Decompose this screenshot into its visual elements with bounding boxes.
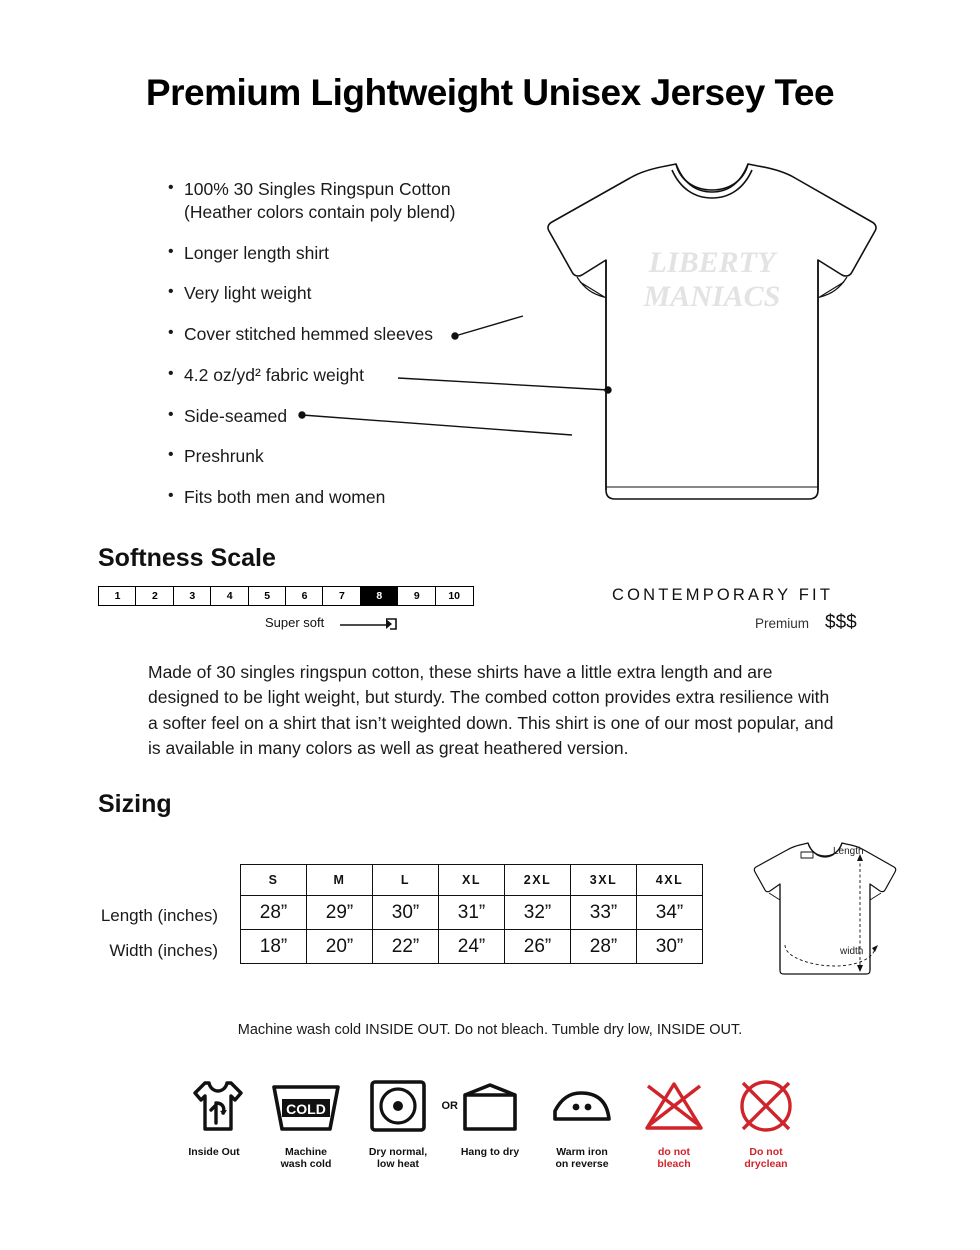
- care-caption: Dry normal, low heat: [368, 1146, 428, 1171]
- price-indicator: $$$: [825, 612, 857, 633]
- cell-length-2xl: 32”: [505, 896, 571, 930]
- care-item-do-not-bleach: [630, 1072, 718, 1170]
- svg-text:MANIACS: MANIACS: [643, 280, 781, 313]
- scale-cell-4: 4: [210, 586, 249, 606]
- care-caption: Machine wash cold: [280, 1146, 332, 1171]
- bullet-icon: •: [168, 179, 174, 196]
- feature-text: Fits both men and women: [184, 487, 386, 507]
- page-title: Premium Lightweight Unisex Jersey Tee: [145, 72, 835, 113]
- table-header-row: [241, 865, 703, 896]
- softness-scale: [98, 586, 472, 606]
- machine-wash-cold-icon: [262, 1072, 350, 1140]
- feature-text: 4.2 oz/yd² fabric weight: [184, 364, 364, 385]
- cell-length-4xl: 34”: [637, 896, 703, 930]
- cell-width-xl: 24”: [439, 930, 505, 964]
- list-item: [168, 323, 498, 346]
- cell-length-l: 30”: [373, 896, 439, 930]
- col-s: S: [241, 865, 307, 896]
- scale-cell-2: 2: [135, 586, 174, 606]
- scale-cell-10: 10: [435, 586, 474, 606]
- row-label-length: Length (inches): [100, 906, 218, 925]
- table-row: [241, 930, 703, 964]
- cell-length-m: 29”: [307, 896, 373, 930]
- dry-normal-low-heat-icon: [354, 1072, 442, 1140]
- care-item-inside-out: [170, 1072, 258, 1170]
- scale-cell-7: 7: [322, 586, 361, 606]
- cell-width-4xl: 30”: [637, 930, 703, 964]
- row-label-width: Width (inches): [109, 941, 218, 960]
- bullet-icon: •: [168, 283, 174, 301]
- inside-out-icon: [170, 1072, 258, 1140]
- cell-width-l: 22”: [373, 930, 439, 964]
- list-item: [168, 282, 498, 305]
- feature-text: Side-seamed: [184, 405, 288, 426]
- care-caption: Inside Out: [188, 1146, 240, 1158]
- size-table: [240, 864, 703, 964]
- list-item: [168, 242, 498, 265]
- care-caption: Hang to dry: [460, 1146, 520, 1158]
- scale-cell-8-selected: 8: [360, 586, 399, 606]
- measurement-diagram: [735, 840, 905, 990]
- list-item: [168, 364, 498, 387]
- bullet-icon: •: [168, 487, 174, 504]
- do-not-dryclean-icon: [722, 1072, 810, 1140]
- care-caption: do not bleach: [657, 1146, 691, 1171]
- fit-label: CONTEMPORARY FIT: [612, 586, 834, 604]
- col-4xl: 4XL: [637, 865, 703, 896]
- cell-length-s: 28”: [241, 896, 307, 930]
- softness-heading: Softness Scale: [98, 544, 276, 572]
- or-label: OR: [441, 1100, 458, 1112]
- cell-width-s: 18”: [241, 930, 307, 964]
- bullet-icon: •: [168, 364, 174, 382]
- care-item-machine-wash-cold: [262, 1072, 350, 1170]
- scale-cell-6: 6: [285, 586, 324, 606]
- col-xl: XL: [439, 865, 505, 896]
- care-instructions-text: Machine wash cold INSIDE OUT. Do not bleach. Tumble dry low, INSIDE OUT.: [237, 1022, 743, 1038]
- feature-text: Preshrunk: [184, 446, 264, 467]
- tshirt-illustration: [480, 160, 900, 560]
- feature-text: Very light weight: [184, 283, 312, 304]
- hang-to-dry-icon: [446, 1072, 534, 1140]
- list-item: [168, 178, 498, 224]
- bullet-icon: •: [168, 242, 174, 260]
- list-item: [168, 486, 498, 509]
- feature-list: [168, 178, 498, 527]
- care-caption: Do not dryclean: [744, 1146, 788, 1171]
- scale-cell-5: 5: [248, 586, 287, 606]
- list-item: [168, 405, 498, 428]
- col-2xl: 2XL: [505, 865, 571, 896]
- super-soft-arrow-icon: [340, 617, 402, 633]
- col-m: M: [307, 865, 373, 896]
- diagram-length-caption: Length: [833, 846, 864, 857]
- chest-logo: [643, 246, 781, 313]
- svg-text:LIBERTY: LIBERTY: [648, 246, 776, 279]
- cell-length-3xl: 33”: [571, 896, 637, 930]
- super-soft-label: Super soft: [265, 615, 325, 630]
- care-item-dry-normal-low-heat: [354, 1072, 458, 1171]
- warm-iron-icon: [538, 1072, 626, 1140]
- cell-width-2xl: 26”: [505, 930, 571, 964]
- do-not-bleach-icon: [630, 1072, 718, 1140]
- cell-width-3xl: 28”: [571, 930, 637, 964]
- premium-label: Premium: [755, 616, 810, 631]
- scale-cell-3: 3: [173, 586, 212, 606]
- care-item-warm-iron: [538, 1072, 626, 1170]
- list-item: [168, 445, 498, 468]
- svg-text:COLD: COLD: [286, 1101, 326, 1117]
- table-row: [241, 896, 703, 930]
- col-3xl: 3XL: [571, 865, 637, 896]
- feature-text: Cover stitched hemmed sleeves: [184, 324, 433, 344]
- care-item-hang-to-dry: [446, 1072, 534, 1170]
- care-icon-row: [170, 1072, 810, 1170]
- diagram-width-caption: width: [840, 946, 864, 957]
- cell-length-xl: 31”: [439, 896, 505, 930]
- feature-text: 100% 30 Singles Ringspun Cotton: [184, 179, 451, 199]
- size-row-labels: [88, 898, 218, 968]
- product-description: Made of 30 singles ringspun cotton, these shirts have a little extra length and are designed to be light weight, but sturdy. The combed cotton provides extra resilience with a softer feel on a shirt that isn’t weighted down. This shirt is one of our most popular, and is available in many colors as well as great heathered version.: [148, 662, 834, 759]
- care-caption: Warm iron on reverse: [555, 1146, 609, 1171]
- cell-width-m: 20”: [307, 930, 373, 964]
- care-item-do-not-dryclean: [722, 1072, 810, 1170]
- scale-cell-1: 1: [98, 586, 137, 606]
- bullet-icon: •: [168, 324, 174, 341]
- bullet-icon: •: [168, 405, 174, 423]
- feature-text: Longer length shirt: [184, 242, 329, 263]
- sizing-heading: Sizing: [98, 790, 172, 818]
- bullet-icon: •: [168, 446, 174, 464]
- col-l: L: [373, 865, 439, 896]
- feature-subtext: (Heather colors contain poly blend): [184, 201, 456, 222]
- scale-cell-9: 9: [397, 586, 436, 606]
